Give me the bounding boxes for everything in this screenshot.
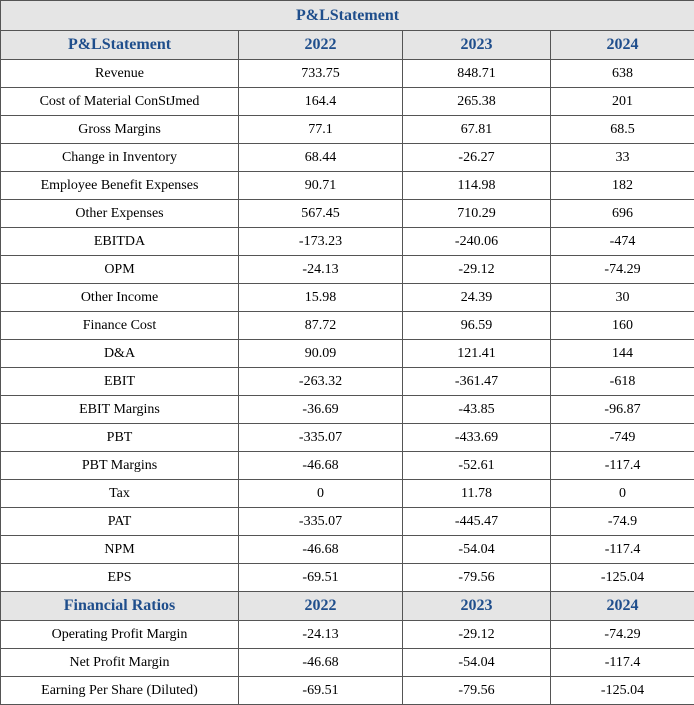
- year-header: 2023: [403, 31, 551, 60]
- ratios-section-header-label: Financial Ratios: [1, 592, 239, 621]
- value-cell: 144: [551, 340, 694, 368]
- value-cell: 11.78: [403, 480, 551, 508]
- row-label: NPM: [1, 536, 239, 564]
- table-row: [1, 256, 694, 284]
- value-cell: -54.04: [403, 536, 551, 564]
- value-cell: -46.68: [239, 452, 403, 480]
- value-cell: -74.29: [551, 621, 694, 649]
- value-cell: 24.39: [403, 284, 551, 312]
- row-label: Change in Inventory: [1, 144, 239, 172]
- value-cell: 90.71: [239, 172, 403, 200]
- year-header: 2023: [403, 592, 551, 621]
- table-row: [1, 452, 694, 480]
- table-row: [1, 564, 694, 592]
- value-cell: -69.51: [239, 677, 403, 705]
- value-cell: 696: [551, 200, 694, 228]
- value-cell: 90.09: [239, 340, 403, 368]
- value-cell: -26.27: [403, 144, 551, 172]
- value-cell: 638: [551, 60, 694, 88]
- value-cell: -117.4: [551, 649, 694, 677]
- value-cell: 0: [239, 480, 403, 508]
- value-cell: -263.32: [239, 368, 403, 396]
- table-row: [1, 368, 694, 396]
- row-label: Net Profit Margin: [1, 649, 239, 677]
- value-cell: -117.4: [551, 452, 694, 480]
- value-cell: 15.98: [239, 284, 403, 312]
- row-label: EPS: [1, 564, 239, 592]
- value-cell: -46.68: [239, 649, 403, 677]
- row-label: Other Expenses: [1, 200, 239, 228]
- value-cell: -240.06: [403, 228, 551, 256]
- value-cell: 733.75: [239, 60, 403, 88]
- pl-statement-body: [1, 1, 694, 705]
- value-cell: -474: [551, 228, 694, 256]
- table-row: [1, 144, 694, 172]
- table-row: [1, 508, 694, 536]
- table-row: [1, 396, 694, 424]
- value-cell: -79.56: [403, 677, 551, 705]
- value-cell: 182: [551, 172, 694, 200]
- value-cell: 33: [551, 144, 694, 172]
- value-cell: 164.4: [239, 88, 403, 116]
- table-title-row: [1, 1, 694, 31]
- value-cell: -125.04: [551, 564, 694, 592]
- row-label: OPM: [1, 256, 239, 284]
- value-cell: -52.61: [403, 452, 551, 480]
- value-cell: -24.13: [239, 256, 403, 284]
- year-header: 2024: [551, 592, 694, 621]
- value-cell: -69.51: [239, 564, 403, 592]
- pl-section-header-label: P&LStatement: [1, 31, 239, 60]
- value-cell: -335.07: [239, 424, 403, 452]
- table-row: [1, 60, 694, 88]
- pl-section-header-row: [1, 31, 694, 60]
- value-cell: -335.07: [239, 508, 403, 536]
- value-cell: 201: [551, 88, 694, 116]
- value-cell: -74.9: [551, 508, 694, 536]
- table-row: [1, 340, 694, 368]
- value-cell: 710.29: [403, 200, 551, 228]
- value-cell: -74.29: [551, 256, 694, 284]
- row-label: Operating Profit Margin: [1, 621, 239, 649]
- value-cell: -36.69: [239, 396, 403, 424]
- row-label: Tax: [1, 480, 239, 508]
- row-label: EBITDA: [1, 228, 239, 256]
- value-cell: 68.44: [239, 144, 403, 172]
- value-cell: 121.41: [403, 340, 551, 368]
- row-label: Other Income: [1, 284, 239, 312]
- value-cell: -24.13: [239, 621, 403, 649]
- table-row: [1, 116, 694, 144]
- value-cell: 30: [551, 284, 694, 312]
- year-header: 2022: [239, 31, 403, 60]
- value-cell: -29.12: [403, 256, 551, 284]
- value-cell: 77.1: [239, 116, 403, 144]
- value-cell: 68.5: [551, 116, 694, 144]
- value-cell: -46.68: [239, 536, 403, 564]
- value-cell: 265.38: [403, 88, 551, 116]
- value-cell: -749: [551, 424, 694, 452]
- table-row: [1, 536, 694, 564]
- table-row: [1, 677, 694, 705]
- table-row: [1, 284, 694, 312]
- row-label: PBT Margins: [1, 452, 239, 480]
- value-cell: -173.23: [239, 228, 403, 256]
- value-cell: -96.87: [551, 396, 694, 424]
- value-cell: -54.04: [403, 649, 551, 677]
- value-cell: -125.04: [551, 677, 694, 705]
- value-cell: 114.98: [403, 172, 551, 200]
- table-row: [1, 172, 694, 200]
- value-cell: -433.69: [403, 424, 551, 452]
- table-row: [1, 200, 694, 228]
- value-cell: 0: [551, 480, 694, 508]
- value-cell: 848.71: [403, 60, 551, 88]
- row-label: Revenue: [1, 60, 239, 88]
- value-cell: 160: [551, 312, 694, 340]
- value-cell: -79.56: [403, 564, 551, 592]
- year-header: 2024: [551, 31, 694, 60]
- value-cell: 96.59: [403, 312, 551, 340]
- value-cell: -361.47: [403, 368, 551, 396]
- ratios-section-header-row: [1, 592, 694, 621]
- table-row: [1, 312, 694, 340]
- year-header: 2022: [239, 592, 403, 621]
- row-label: PBT: [1, 424, 239, 452]
- table-row: [1, 424, 694, 452]
- table-row: [1, 649, 694, 677]
- value-cell: -445.47: [403, 508, 551, 536]
- table-row: [1, 88, 694, 116]
- table-row: [1, 480, 694, 508]
- table-title: P&LStatement: [1, 1, 694, 31]
- table-row: [1, 621, 694, 649]
- table-row: [1, 228, 694, 256]
- row-label: EBIT Margins: [1, 396, 239, 424]
- row-label: EBIT: [1, 368, 239, 396]
- row-label: Earning Per Share (Diluted): [1, 677, 239, 705]
- value-cell: 87.72: [239, 312, 403, 340]
- value-cell: -43.85: [403, 396, 551, 424]
- row-label: D&A: [1, 340, 239, 368]
- row-label: Employee Benefit Expenses: [1, 172, 239, 200]
- row-label: Finance Cost: [1, 312, 239, 340]
- value-cell: 67.81: [403, 116, 551, 144]
- row-label: Cost of Material ConStJmed: [1, 88, 239, 116]
- value-cell: 567.45: [239, 200, 403, 228]
- value-cell: -618: [551, 368, 694, 396]
- value-cell: -117.4: [551, 536, 694, 564]
- row-label: PAT: [1, 508, 239, 536]
- row-label: Gross Margins: [1, 116, 239, 144]
- value-cell: -29.12: [403, 621, 551, 649]
